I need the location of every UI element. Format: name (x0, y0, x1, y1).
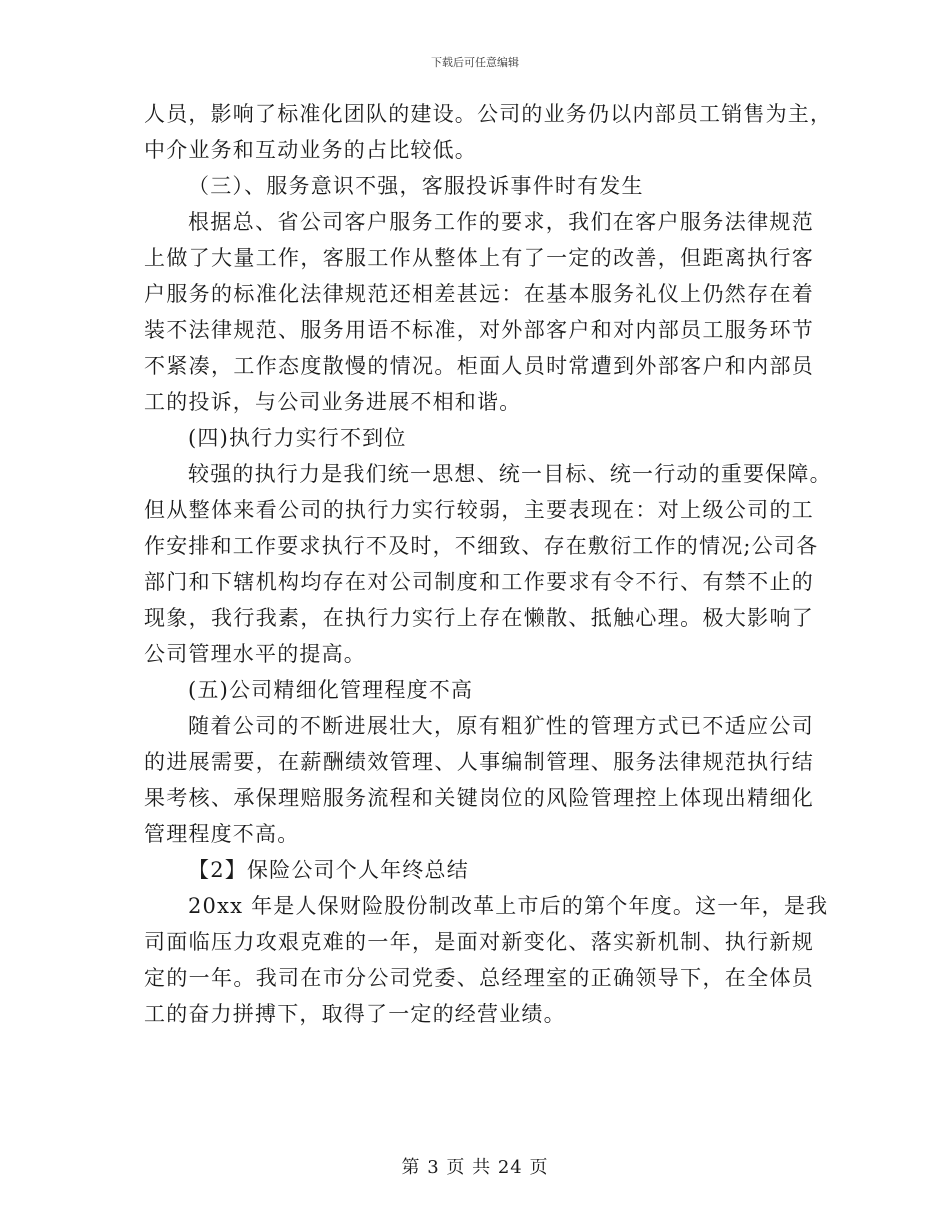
section-heading: 【2】保险公司个人年终总结 (188, 858, 469, 882)
paragraph-line: 根据总、省公司客户服务工作的要求，我们在客户服务法律规范 (188, 210, 814, 234)
paragraph-line: 上做了大量工作，客服工作从整体上有了一定的改善，但距离执行客 (144, 246, 814, 270)
paragraph-line: 的进展需要，在薪酬绩效管理、人事编制管理、服务法律规范执行结 (144, 750, 814, 774)
section-heading: (四)执行力实行不到位 (188, 426, 407, 450)
paragraph-line: 装不法律规范、服务用语不标准，对外部客户和对内部员工服务环节 (144, 318, 814, 342)
paragraph-line: 管理程度不高。 (144, 822, 300, 846)
paragraph-line: 较强的执行力是我们统一思想、统一目标、统一行动的重要保障。 (188, 462, 832, 486)
paragraph-line: 现象，我行我素，在执行力实行上存在懒散、抵触心理。极大影响了 (144, 606, 814, 630)
paragraph-line: 果考核、承保理赔服务流程和关键岗位的风险管理控上体现出精细化 (144, 786, 814, 810)
paragraph-line: 定的一年。我司在市分公司党委、总经理室的正确领导下，在全体员 (144, 966, 814, 990)
page-header: 下载后可任意编辑 (431, 56, 519, 69)
document-body (144, 96, 833, 1032)
paragraph-line: 部门和下辖机构均存在对公司制度和工作要求有令不行、有禁不止的 (144, 570, 814, 594)
paragraph-line: 作安排和工作要求执行不及时，不细致、存在敷衍工作的情况;公司各 (144, 534, 819, 558)
page-number-footer: 第 3 页 共 24 页 (401, 1157, 549, 1178)
paragraph-line: 随着公司的不断进展壮大，原有粗犷性的管理方式已不适应公司 (188, 714, 814, 738)
paragraph-line: 公司管理水平的提高。 (144, 642, 366, 666)
paragraph-line: 不紧凑，工作态度散慢的情况。柜面人员时常遭到外部客户和内部员 (144, 354, 814, 378)
paragraph-line: 司面临压力攻艰克难的一年，是面对新变化、落实新机制、执行新规 (144, 930, 814, 954)
paragraph-line: 工的投诉，与公司业务进展不相和谐。 (144, 390, 522, 414)
paragraph-line: 但从整体来看公司的执行力实行较弱，主要表现在：对上级公司的工 (144, 498, 814, 522)
paragraph-line: 中介业务和互动业务的占比较低。 (144, 138, 477, 162)
paragraph-line: 户服务的标准化法律规范还相差甚远：在基本服务礼仪上仍然存在着 (144, 282, 814, 306)
paragraph-line: 工的奋力拼搏下，取得了一定的经营业绩。 (144, 1002, 566, 1026)
paragraph-line: 人员，影响了标准化团队的建设。公司的业务仍以内部员工销售为主， (144, 102, 833, 126)
section-heading: （三）、服务意识不强，客服投诉事件时有发生 (188, 174, 644, 198)
section-heading: (五)公司精细化管理程度不高 (188, 678, 474, 702)
paragraph-line: 20xx 年是人保财险股份制改革上市后的第个年度。这一年，是我 (188, 894, 829, 918)
